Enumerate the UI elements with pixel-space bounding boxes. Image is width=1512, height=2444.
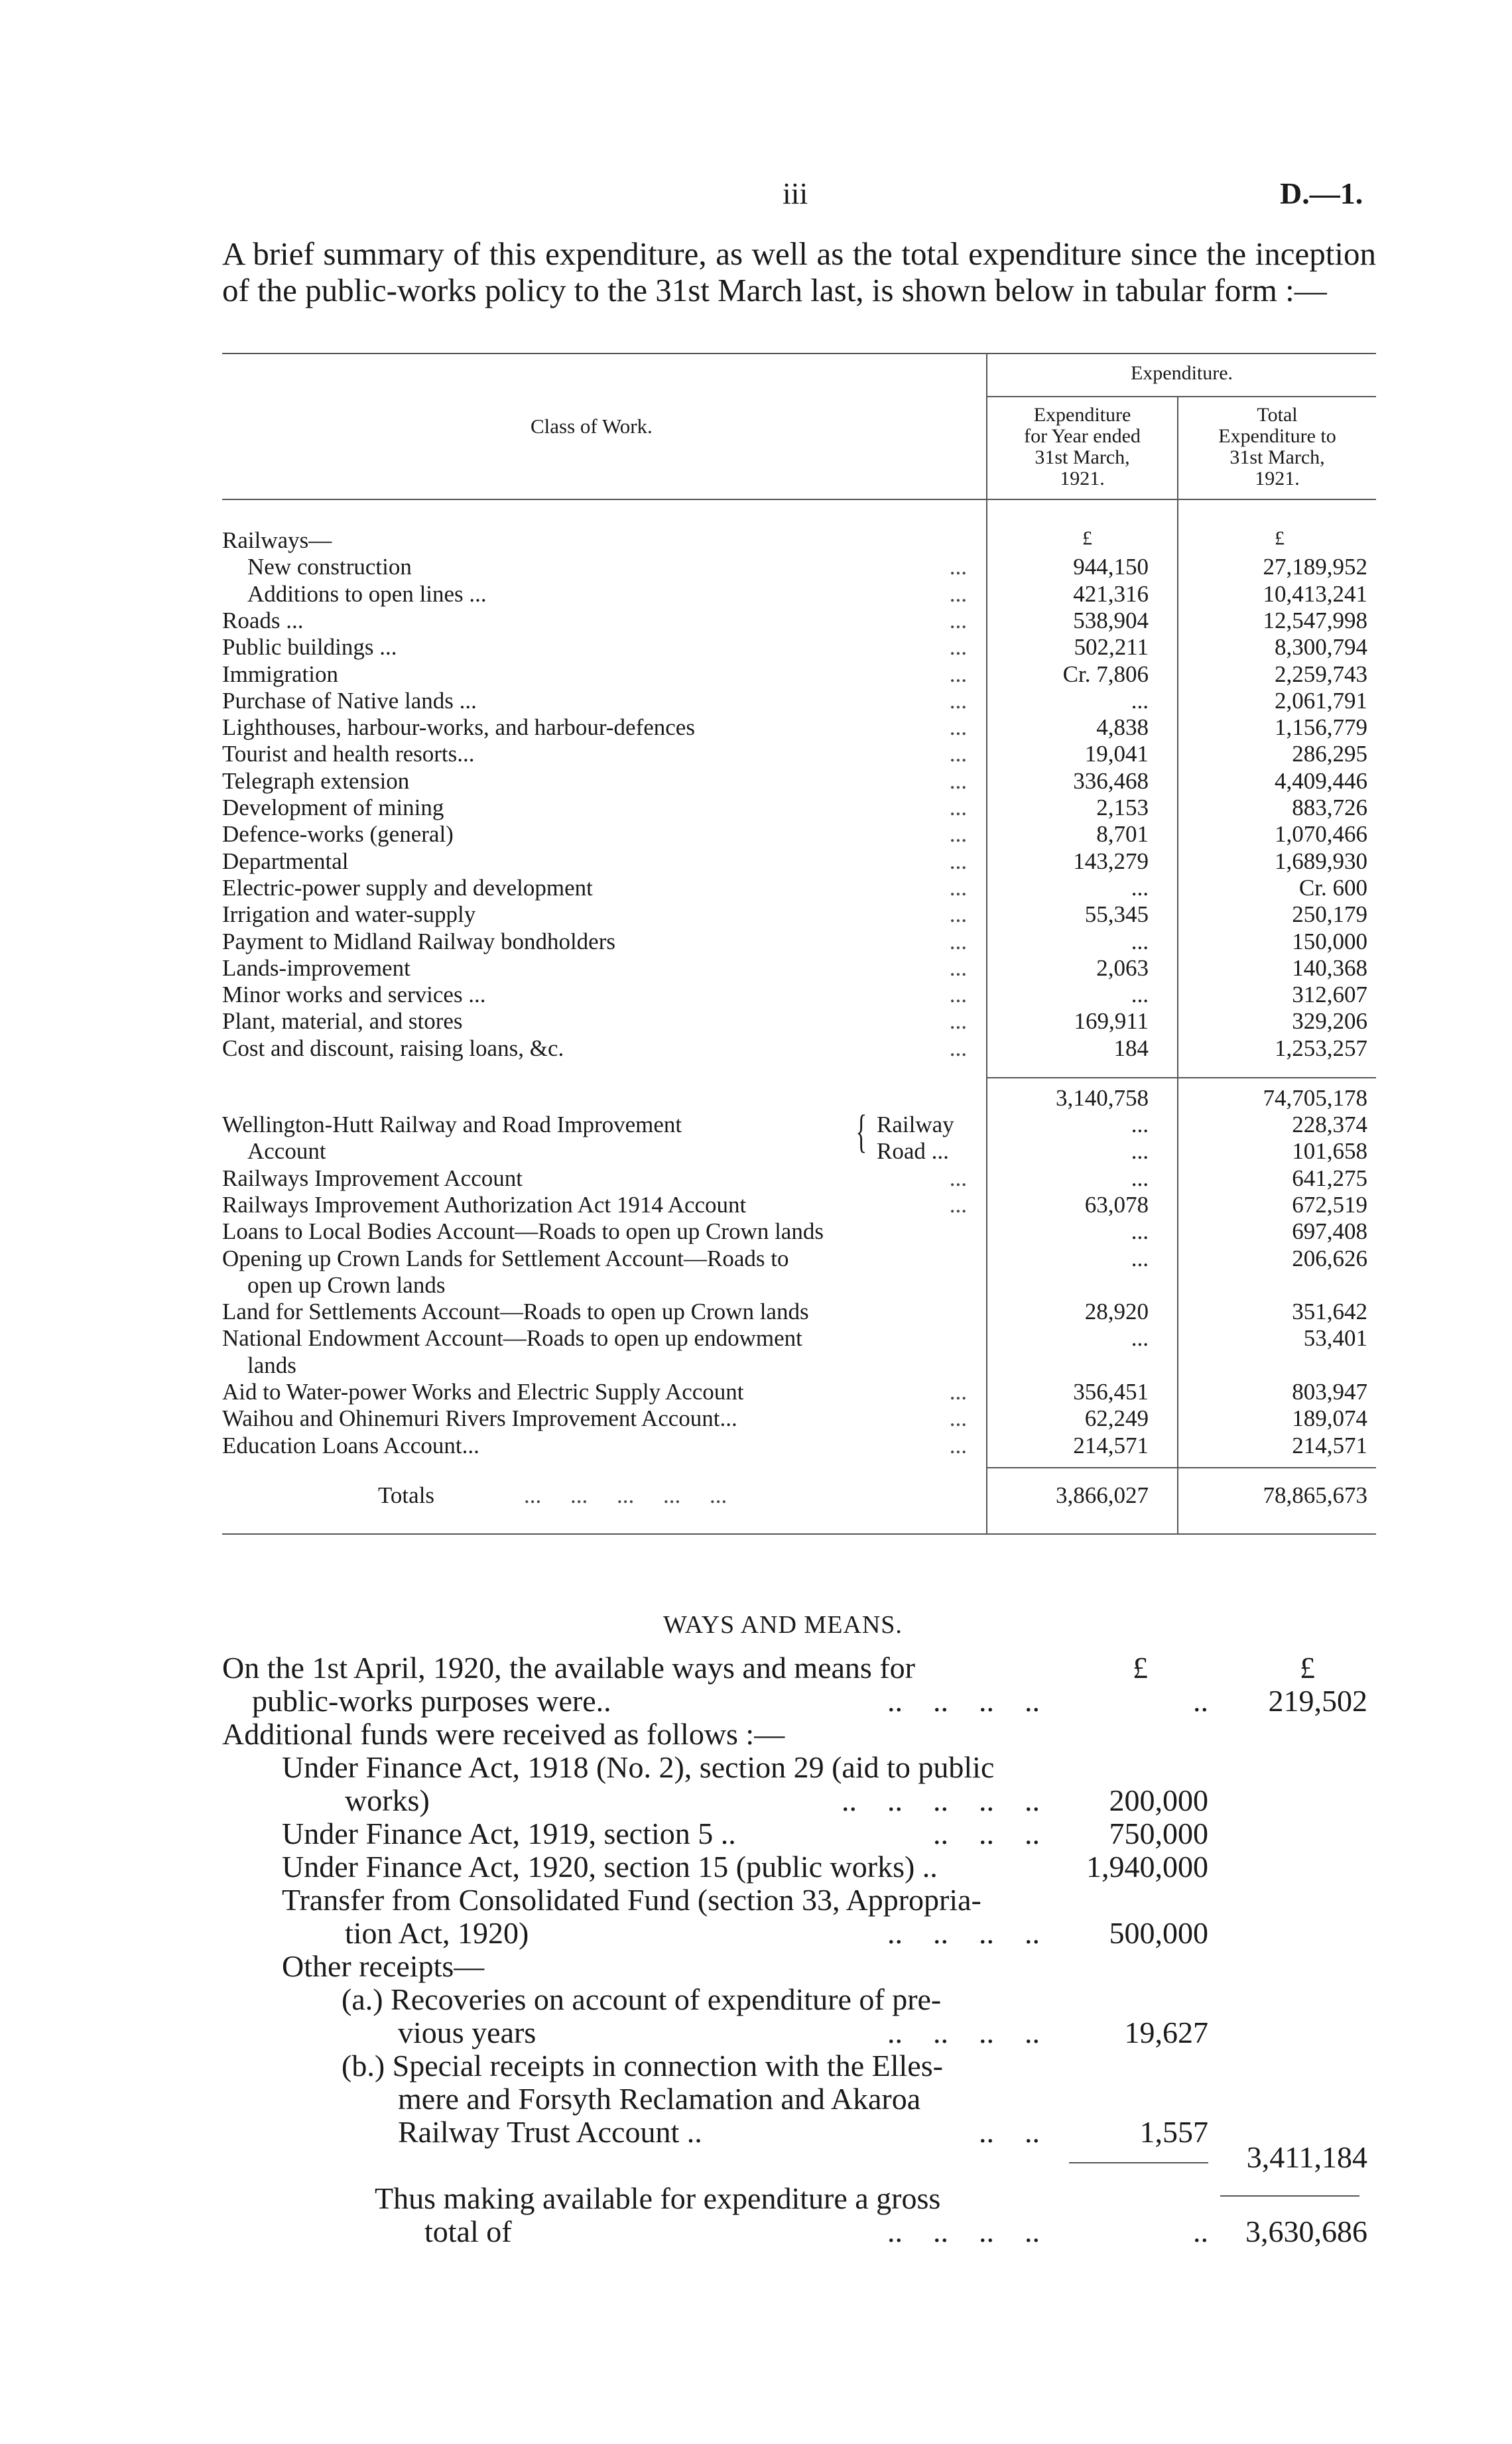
total-value: 27,189,952 — [1263, 554, 1367, 580]
table-row-label: Minor works and services ... — [222, 982, 486, 1007]
year-value: 63,078 — [1084, 1192, 1149, 1218]
leader-dots: ... — [949, 1405, 967, 1431]
account-row-label: Land for Settlements Account—Roads to open up Crown lands — [222, 1299, 809, 1324]
account-row-label: Loans to Local Bodies Account—Roads to open up Crown lands — [222, 1218, 824, 1244]
account-row-label: lands — [247, 1352, 296, 1378]
wm-line-text: On the 1st April, 1920, the available ways and means for — [222, 1651, 915, 1685]
total-value: 672,519 — [1292, 1192, 1367, 1218]
total-value: 1,070,466 — [1275, 821, 1367, 847]
total-value: 189,074 — [1292, 1405, 1367, 1431]
class-of-work-header: Class of Work. — [531, 415, 653, 438]
account-row-label: Account — [247, 1138, 326, 1164]
total-value: 286,295 — [1292, 741, 1367, 767]
wm-line-text: Other receipts— — [282, 1949, 485, 1983]
table-row-label: Roads ... — [222, 608, 304, 633]
account-row-suffix: Railway — [877, 1112, 954, 1137]
wm-right-amount: 3,630,686 — [1245, 2215, 1367, 2248]
account-row-label: Railways Improvement Authorization Act 1914 Account — [222, 1192, 747, 1218]
year-value: ... — [1131, 1112, 1149, 1137]
wm-mid-amount: 19,627 — [1124, 2016, 1208, 2049]
total-value: 697,408 — [1292, 1218, 1367, 1244]
year-value: ... — [1131, 875, 1149, 901]
table-row-label: Plant, material, and stores — [222, 1008, 463, 1034]
wm-mid-sum-rule — [1069, 2162, 1208, 2163]
totals-label: Totals — [378, 1482, 435, 1508]
currency-year: £ — [1082, 527, 1092, 549]
table-vrule-mid — [1177, 396, 1178, 1533]
wm-leader-dots: .. .. .. .. — [887, 1684, 1040, 1718]
year-value: ... — [1131, 929, 1149, 954]
table-row-label: Irrigation and water-supply — [222, 901, 476, 927]
page-number: iii — [783, 176, 808, 210]
wm-mid-amount: .. — [1193, 1684, 1208, 1718]
leader-dots: ... — [949, 1433, 967, 1458]
wm-leader-dots: .. .. — [979, 2115, 1040, 2149]
leader-dots: ... — [949, 901, 967, 927]
total-value: 140,368 — [1292, 955, 1367, 981]
leader-dots: ... — [949, 955, 967, 981]
table-row-label: Lands-improvement — [222, 955, 410, 981]
leader-dots: ... — [949, 875, 967, 901]
year-value: 356,451 — [1073, 1379, 1149, 1405]
subtotal-rule — [986, 1077, 1376, 1078]
total-value: 250,179 — [1292, 901, 1367, 927]
total-value: 12,547,998 — [1263, 608, 1367, 633]
wm-leader-dots: .. .. .. .. — [887, 2016, 1040, 2049]
wm-line-text: (b.) Special receipts in connection with the Elles- — [342, 2049, 943, 2083]
table-row-label: Payment to Midland Railway bondholders — [222, 929, 615, 954]
year-value: 502,211 — [1074, 634, 1149, 660]
year-value: ... — [1131, 688, 1149, 714]
wm-line-text: Additional funds were received as follows :— — [222, 1717, 785, 1751]
year-expenditure-header: Expenditure for Year ended 31st March, 1921. — [1024, 404, 1141, 489]
leader-dots: ... — [949, 1035, 967, 1061]
year-value: ... — [1131, 982, 1149, 1007]
year-value: ... — [1131, 1325, 1149, 1351]
leader-dots: ... — [949, 848, 967, 874]
year-value: ... — [1131, 1218, 1149, 1244]
table-row-label: Defence-works (general) — [222, 821, 454, 847]
account-row-label: Railways Improvement Account — [222, 1165, 523, 1191]
wellington-bracket: { — [855, 1106, 867, 1157]
account-row-label: Aid to Water-power Works and Electric Supply Account — [222, 1379, 744, 1405]
expenditure-header: Expenditure. — [1130, 362, 1233, 384]
wm-line-text: vious years — [398, 2016, 536, 2049]
totals-total: 78,865,673 — [1263, 1482, 1367, 1508]
year-value: 19,041 — [1084, 741, 1149, 767]
wm-line-text: Under Finance Act, 1918 (No. 2), section 29 (aid to public — [282, 1750, 995, 1784]
total-value: 150,000 — [1292, 929, 1367, 954]
total-value: 214,571 — [1292, 1433, 1367, 1458]
wm-right-amount: 219,502 — [1268, 1684, 1367, 1718]
wm-line-text: Under Finance Act, 1919, section 5 .. — [282, 1817, 736, 1850]
table-row-label: Electric-power supply and development — [222, 875, 593, 901]
wm-right-amount: 3,411,184 — [1246, 2140, 1367, 2174]
leader-dots: ... — [949, 795, 967, 820]
leader-dots: ... — [949, 608, 967, 633]
total-value: 883,726 — [1292, 795, 1367, 820]
wm-line-text: total of — [424, 2215, 512, 2248]
wm-mid-amount: 500,000 — [1109, 1916, 1208, 1950]
total-value: 10,413,241 — [1263, 581, 1367, 607]
leader-dots: ... — [949, 1165, 967, 1191]
account-row-label: Education Loans Account... — [222, 1433, 479, 1458]
total-value: 2,259,743 — [1275, 661, 1367, 687]
leader-dots: ... — [949, 714, 967, 740]
wm-line-text: (a.) Recoveries on account of expenditure of pre- — [342, 1982, 942, 2016]
year-value: 143,279 — [1073, 848, 1149, 874]
total-value: 641,275 — [1292, 1165, 1367, 1191]
total-value: Cr. 600 — [1298, 875, 1367, 901]
total-value: 312,607 — [1292, 982, 1367, 1007]
wm-mid-amount: 1,557 — [1139, 2115, 1208, 2149]
total-expenditure-header: Total Expenditure to 31st March, 1921. — [1218, 404, 1336, 489]
wm-leader-dots: .. .. .. .. — [887, 1916, 1040, 1950]
wm-line-text: Railway Trust Account .. — [398, 2115, 702, 2149]
total-value: 2,061,791 — [1275, 688, 1367, 714]
total-value: 803,947 — [1292, 1379, 1367, 1405]
year-value: 538,904 — [1073, 608, 1149, 633]
total-value: 4,409,446 — [1275, 768, 1367, 794]
table-row-label: Additions to open lines ... — [247, 581, 487, 607]
table-row-label: Public buildings ... — [222, 634, 397, 660]
table-bottom-rule — [222, 1533, 1376, 1535]
leader-dots: ... — [949, 661, 967, 687]
account-row-suffix: Road ... — [877, 1138, 949, 1164]
account-row-label: Waihou and Ohinemuri Rivers Improvement Account... — [222, 1405, 737, 1431]
table-row-label: Purchase of Native lands ... — [222, 688, 477, 714]
leader-dots: ... — [949, 1192, 967, 1218]
leader-dots: ... — [949, 581, 967, 607]
total-value: 351,642 — [1292, 1299, 1367, 1324]
year-value: ... — [1131, 1138, 1149, 1164]
wm-mid-amount: 1,940,000 — [1086, 1850, 1208, 1884]
table-row-label: Railways— — [222, 527, 332, 553]
total-value: 8,300,794 — [1275, 634, 1367, 660]
table-row-label: Development of mining — [222, 795, 444, 820]
table-top-rule — [222, 353, 1376, 354]
document-reference: D.—1. — [1280, 176, 1363, 210]
year-value: 184 — [1113, 1035, 1149, 1061]
total-value: 101,658 — [1292, 1138, 1367, 1164]
total-value: 1,253,257 — [1275, 1035, 1367, 1061]
wm-line-text: public-works purposes were.. — [252, 1684, 611, 1718]
expenditure-header-rule — [986, 396, 1376, 397]
account-row-label: Opening up Crown Lands for Settlement Account—Roads to — [222, 1246, 789, 1271]
leader-dots: ... — [949, 821, 967, 847]
wm-leader-dots: .. .. .. — [933, 1817, 1040, 1850]
leader-dots: ... — [949, 929, 967, 954]
wm-currency-right: £ — [1300, 1651, 1315, 1685]
year-value: 944,150 — [1073, 554, 1149, 580]
year-value: 55,345 — [1084, 901, 1149, 927]
wm-line-text: Transfer from Consolidated Fund (section 33, Appropria- — [282, 1883, 981, 1917]
wm-mid-amount: 200,000 — [1109, 1783, 1208, 1817]
ways-and-means-heading: WAYS AND MEANS. — [663, 1611, 903, 1639]
year-value: 62,249 — [1084, 1405, 1149, 1431]
year-value: 8,701 — [1096, 821, 1149, 847]
leader-dots: ... — [949, 768, 967, 794]
year-value: Cr. 7,806 — [1062, 661, 1149, 687]
leader-dots: ... — [949, 982, 967, 1007]
year-value: 336,468 — [1073, 768, 1149, 794]
year-value: 2,063 — [1096, 955, 1149, 981]
total-value: 206,626 — [1292, 1246, 1367, 1271]
wm-currency-mid: £ — [1133, 1651, 1148, 1685]
year-value: ... — [1131, 1246, 1149, 1271]
table-row-label: Lighthouses, harbour-works, and harbour-defences — [222, 714, 695, 740]
year-value: 28,920 — [1084, 1299, 1149, 1324]
wm-line-text: Under Finance Act, 1920, section 15 (public works) .. — [282, 1850, 938, 1884]
year-value: 2,153 — [1096, 795, 1149, 820]
totals-year: 3,866,027 — [1056, 1482, 1149, 1508]
year-value: 214,571 — [1073, 1433, 1149, 1458]
leader-dots: ... — [949, 634, 967, 660]
wm-right-sum-rule — [1220, 2195, 1359, 2197]
wm-mid-amount: .. — [1193, 2215, 1208, 2248]
wm-line-text: mere and Forsyth Reclamation and Akaroa — [398, 2082, 921, 2116]
year-value: 4,838 — [1096, 714, 1149, 740]
year-value: 169,911 — [1074, 1008, 1149, 1034]
wm-line-text: Thus making available for expenditure a gross — [375, 2181, 941, 2215]
currency-total: £ — [1275, 527, 1285, 549]
leader-dots: ... — [949, 1379, 967, 1405]
table-row-label: Tourist and health resorts... — [222, 741, 475, 767]
leader-dots: ... — [949, 741, 967, 767]
year-value: 421,316 — [1073, 581, 1149, 607]
wm-leader-dots: .. .. .. .. .. — [842, 1783, 1040, 1817]
leader-dots: ... — [949, 688, 967, 714]
table-row-label: New construction — [247, 554, 412, 580]
total-value: 1,156,779 — [1275, 714, 1367, 740]
wm-line-text: tion Act, 1920) — [345, 1916, 529, 1950]
total-value: 228,374 — [1292, 1112, 1367, 1137]
totals-leader-dots: ... ... ... ... ... — [524, 1482, 727, 1508]
table-row-label: Departmental — [222, 848, 349, 874]
wm-line-text: works) — [345, 1783, 430, 1817]
total-value: 329,206 — [1292, 1008, 1367, 1034]
leader-dots: ... — [949, 1008, 967, 1034]
subtotal-total: 74,705,178 — [1263, 1085, 1367, 1111]
year-value: ... — [1131, 1165, 1149, 1191]
table-row-label: Telegraph extension — [222, 768, 410, 794]
table-row-label: Cost and discount, raising loans, &c. — [222, 1035, 564, 1061]
wm-leader-dots: .. .. .. .. — [887, 2215, 1040, 2248]
totals-top-rule — [986, 1467, 1376, 1468]
account-row-label: Wellington-Hutt Railway and Road Improvement — [222, 1112, 682, 1137]
wm-mid-amount: 750,000 — [1109, 1817, 1208, 1850]
account-row-label: open up Crown lands — [247, 1272, 446, 1298]
account-row-label: National Endowment Account—Roads to open up endowment — [222, 1325, 802, 1351]
leader-dots: ... — [949, 554, 967, 580]
total-value: 1,689,930 — [1275, 848, 1367, 874]
subtotal-year: 3,140,758 — [1056, 1085, 1149, 1111]
intro-paragraph: A brief summary of this expenditure, as well as the total expenditure since the inception of the public-works policy to the 31st March last, is shown below in tabular form :— — [222, 235, 1376, 308]
table-vrule-left — [986, 353, 987, 1533]
table-row-label: Immigration — [222, 661, 338, 687]
header-bottom-rule — [222, 499, 1376, 500]
total-value: 53,401 — [1303, 1325, 1367, 1351]
